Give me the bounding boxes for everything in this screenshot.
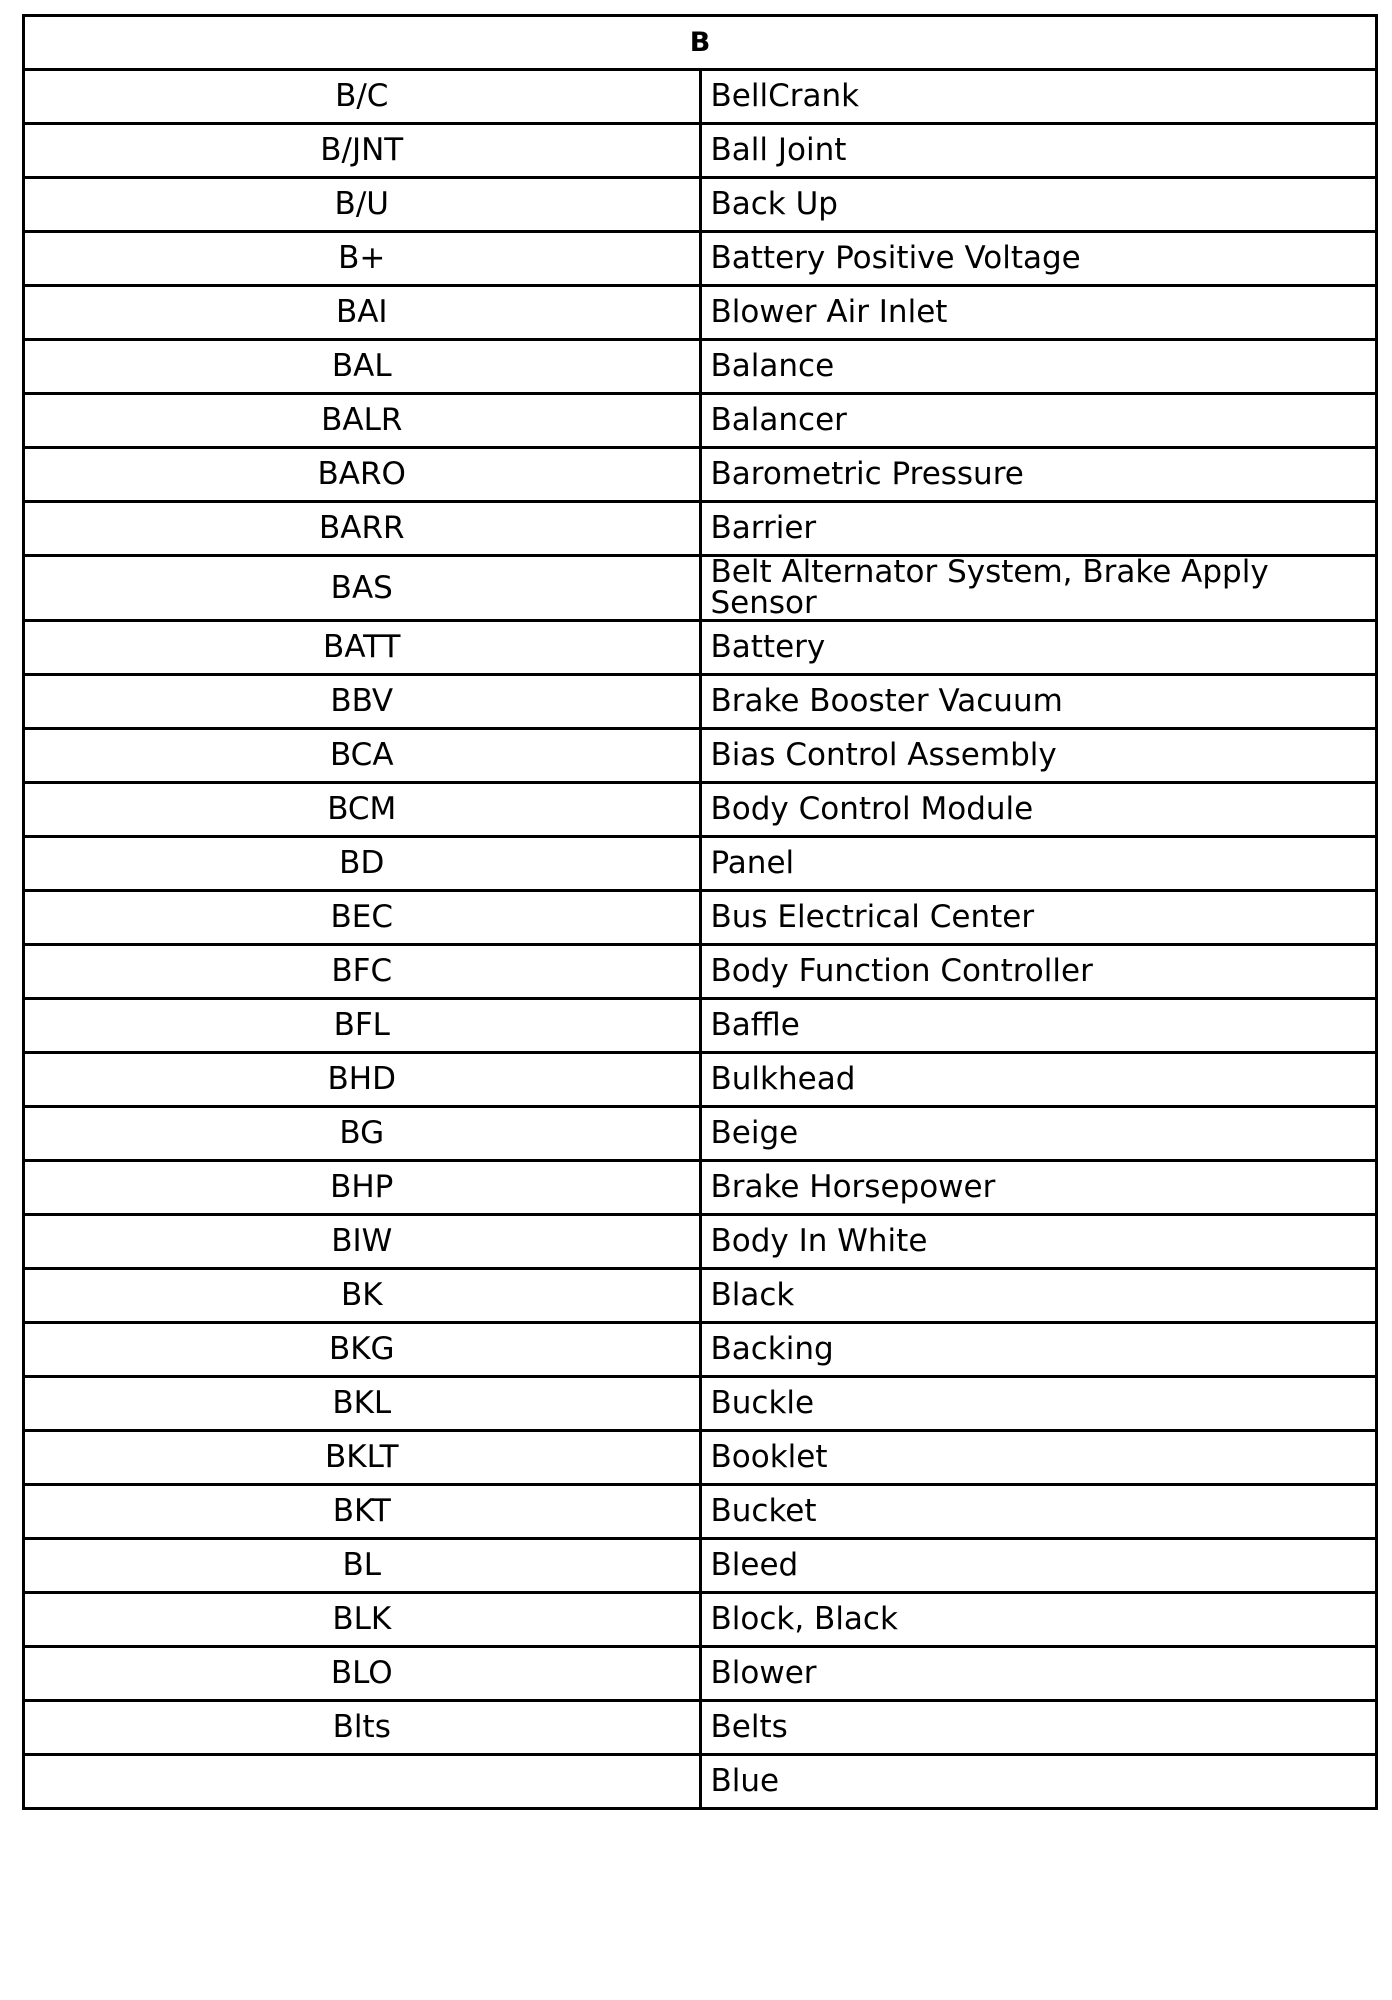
abbreviation-cell: BAS — [24, 556, 701, 621]
table-row — [24, 675, 1377, 729]
meaning-cell: Backing — [700, 1323, 1377, 1377]
table-row — [24, 1485, 1377, 1539]
meaning-cell: Bucket — [700, 1485, 1377, 1539]
meaning-cell: Panel — [700, 837, 1377, 891]
meaning-cell: Belt Alternator System, Brake Apply Sensor — [700, 556, 1377, 621]
table-row — [24, 1647, 1377, 1701]
abbreviation-table — [22, 14, 1378, 1810]
table-row — [24, 124, 1377, 178]
abbreviation-cell — [24, 1755, 701, 1809]
meaning-cell: Blower — [700, 1647, 1377, 1701]
table-row — [24, 1593, 1377, 1647]
meaning-cell: Balance — [700, 340, 1377, 394]
abbreviation-cell: BL — [24, 1539, 701, 1593]
abbreviation-cell: BARO — [24, 448, 701, 502]
table-header-row — [24, 16, 1377, 70]
abbreviation-cell: BAI — [24, 286, 701, 340]
table-row — [24, 70, 1377, 124]
table-row — [24, 1755, 1377, 1809]
abbreviation-cell: BALR — [24, 394, 701, 448]
meaning-cell: Brake Horsepower — [700, 1161, 1377, 1215]
meaning-cell: Battery — [700, 621, 1377, 675]
table-body — [24, 70, 1377, 1809]
table-row — [24, 945, 1377, 999]
table-row — [24, 1161, 1377, 1215]
table-row — [24, 1269, 1377, 1323]
table-row — [24, 394, 1377, 448]
abbreviation-cell: BG — [24, 1107, 701, 1161]
abbreviation-cell: B+ — [24, 232, 701, 286]
meaning-cell: Barometric Pressure — [700, 448, 1377, 502]
meaning-cell: Brake Booster Vacuum — [700, 675, 1377, 729]
abbreviation-cell: BLO — [24, 1647, 701, 1701]
table-row — [24, 891, 1377, 945]
meaning-cell: Balancer — [700, 394, 1377, 448]
meaning-cell: Bleed — [700, 1539, 1377, 1593]
abbreviation-cell: BEC — [24, 891, 701, 945]
table-row — [24, 448, 1377, 502]
meaning-cell: Booklet — [700, 1431, 1377, 1485]
abbreviation-cell: BKL — [24, 1377, 701, 1431]
meaning-cell: Barrier — [700, 502, 1377, 556]
abbreviation-cell: BFC — [24, 945, 701, 999]
table-row — [24, 286, 1377, 340]
meaning-cell: Bulkhead — [700, 1053, 1377, 1107]
table-row — [24, 1701, 1377, 1755]
meaning-cell: Ball Joint — [700, 124, 1377, 178]
abbreviation-cell: BHD — [24, 1053, 701, 1107]
abbreviation-cell: BFL — [24, 999, 701, 1053]
abbreviation-cell: B/U — [24, 178, 701, 232]
meaning-cell: Block, Black — [700, 1593, 1377, 1647]
meaning-cell: Body Function Controller — [700, 945, 1377, 999]
meaning-cell: Back Up — [700, 178, 1377, 232]
abbreviation-cell: BKT — [24, 1485, 701, 1539]
meaning-cell: Black — [700, 1269, 1377, 1323]
abbreviation-cell: BBV — [24, 675, 701, 729]
abbreviation-cell: BK — [24, 1269, 701, 1323]
meaning-cell: Bus Electrical Center — [700, 891, 1377, 945]
abbreviation-cell: BATT — [24, 621, 701, 675]
abbreviation-cell: BAL — [24, 340, 701, 394]
meaning-cell: Bias Control Assembly — [700, 729, 1377, 783]
table-row — [24, 1539, 1377, 1593]
abbreviation-cell: BHP — [24, 1161, 701, 1215]
meaning-cell: Body Control Module — [700, 783, 1377, 837]
abbreviation-cell: BKG — [24, 1323, 701, 1377]
table-section-header: B — [24, 16, 1377, 70]
table-row — [24, 556, 1377, 621]
table-row — [24, 232, 1377, 286]
table-row — [24, 340, 1377, 394]
meaning-cell: Blue — [700, 1755, 1377, 1809]
abbreviation-cell: BLK — [24, 1593, 701, 1647]
table-row — [24, 178, 1377, 232]
meaning-cell: Baffle — [700, 999, 1377, 1053]
table-row — [24, 1323, 1377, 1377]
table-row — [24, 1431, 1377, 1485]
abbreviation-cell: B/JNT — [24, 124, 701, 178]
meaning-cell: Beige — [700, 1107, 1377, 1161]
abbreviation-cell: BD — [24, 837, 701, 891]
meaning-cell: Blower Air Inlet — [700, 286, 1377, 340]
table-row — [24, 729, 1377, 783]
meaning-cell: Battery Positive Voltage — [700, 232, 1377, 286]
table-row — [24, 1215, 1377, 1269]
abbreviation-cell: Blts — [24, 1701, 701, 1755]
table-row — [24, 1107, 1377, 1161]
meaning-cell: BellCrank — [700, 70, 1377, 124]
abbreviation-cell: BKLT — [24, 1431, 701, 1485]
table-row — [24, 783, 1377, 837]
meaning-cell: Belts — [700, 1701, 1377, 1755]
abbreviation-cell: BARR — [24, 502, 701, 556]
table-row — [24, 621, 1377, 675]
abbreviation-cell: B/C — [24, 70, 701, 124]
meaning-cell: Buckle — [700, 1377, 1377, 1431]
table-row — [24, 1377, 1377, 1431]
table-row — [24, 1053, 1377, 1107]
table-row — [24, 837, 1377, 891]
table-row — [24, 999, 1377, 1053]
table-row — [24, 502, 1377, 556]
meaning-cell: Body In White — [700, 1215, 1377, 1269]
abbreviation-cell: BCM — [24, 783, 701, 837]
abbreviation-cell: BCA — [24, 729, 701, 783]
abbreviation-cell: BIW — [24, 1215, 701, 1269]
